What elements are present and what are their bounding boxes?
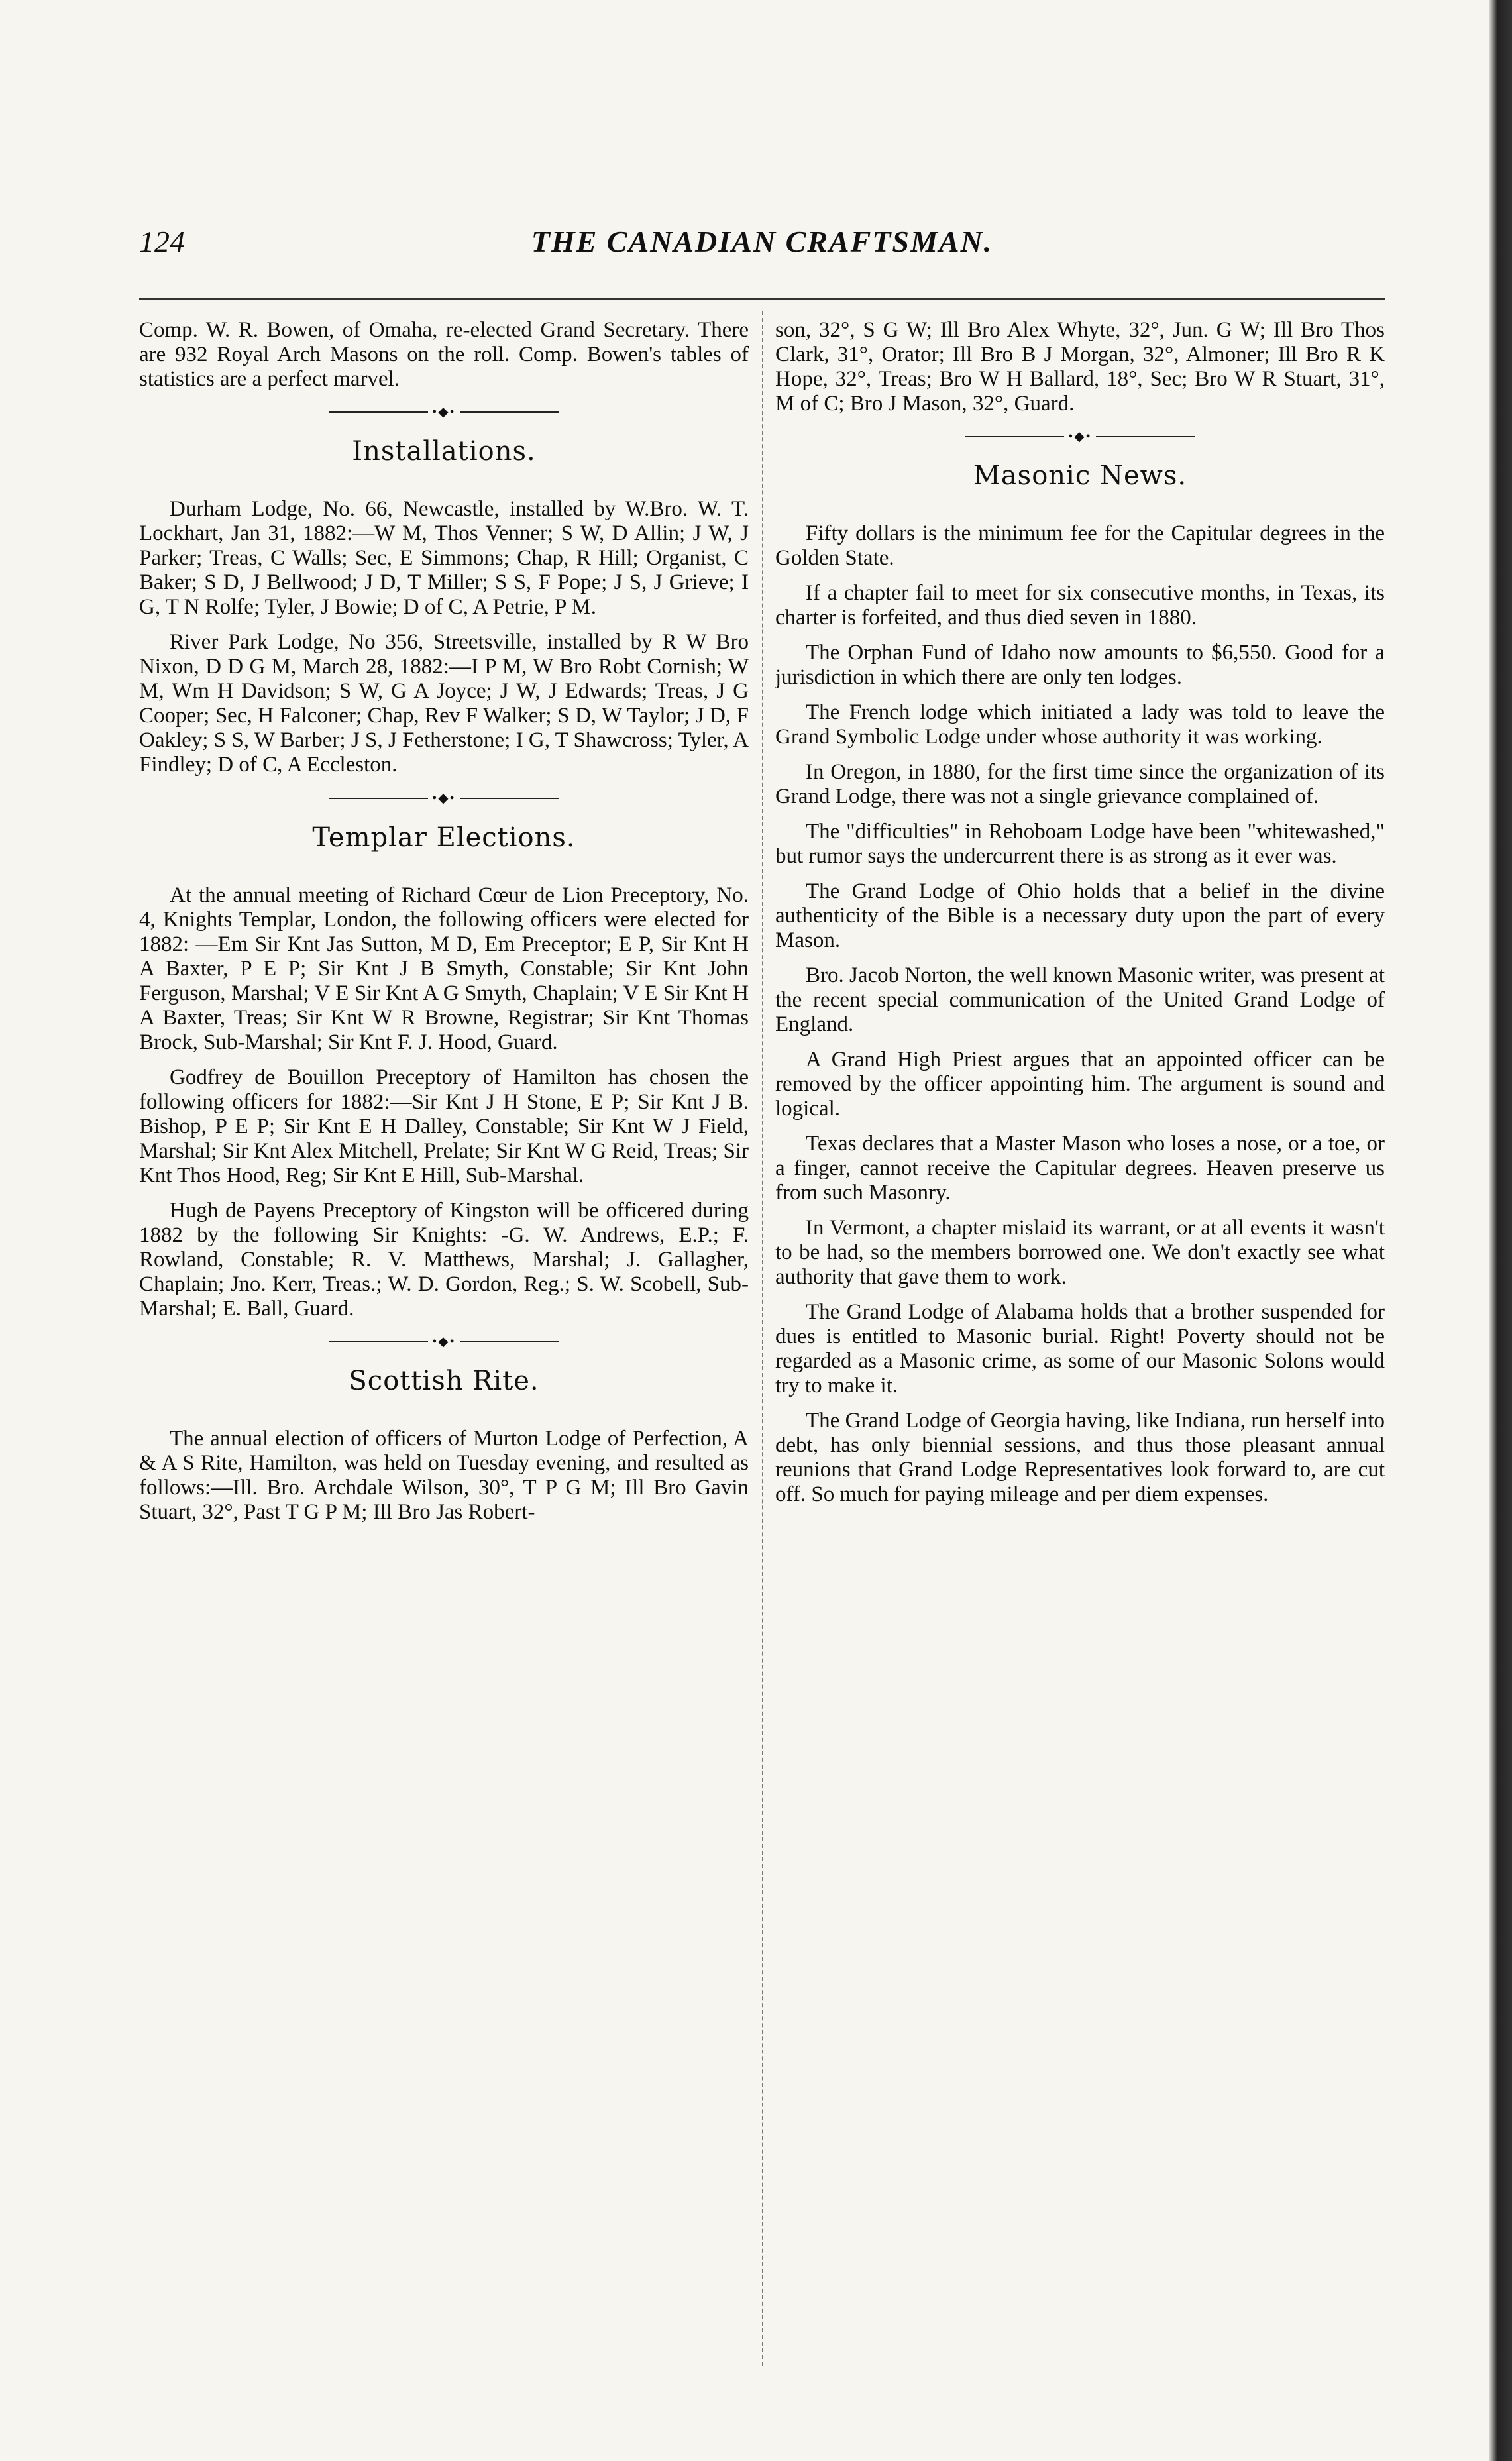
news-paragraph: The Grand Lodge of Alabama holds that a brother suspended for dues is entitled to Masonic burial. Right! Poverty should not be regarded as a Masonic crime, as some of our Masonic Solons would try to make it. [775,1300,1385,1398]
installations-paragraph: Durham Lodge, No. 66, Newcastle, installed by W.Bro. W. T. Lockhart, Jan 31, 1882:—W M, Thos Venner; S W, D Allin; J W, J Parker; Treas, C Walls; Sec, E Simmons; Chap, R Hill; Organist, C Baker; S D, J Bellwood; J D, T Miller; S S, F Pope; J S, J Grieve; I G, T N Rolfe; Tyler, J Bowie; D of C, A Petrie, P M. [139,497,749,620]
masonic-news-heading: Masonic News. [973,461,1187,492]
section-ornament: •◆• [139,788,749,807]
installations-heading: Installations. [352,436,536,467]
header-rule [139,298,1385,300]
section-ornament: •◆• [139,402,749,421]
templar-paragraph: Godfrey de Bouillon Preceptory of Hamilton has chosen the following officers for 1882:—Sir Knt J H Stone, E P; Sir Knt J B. Bishop, P E P; Sir Knt E H Dalley, Constable; Sir Knt W J Field, Marshal; Sir Knt Alex Mitchell, Prelate; Sir Knt W G Reid, Treas; Sir Knt Thos Hood, Reg; Sir Knt E Hill, Sub-Marshal. [139,1065,749,1187]
news-paragraph: The French lodge which initiated a lady was told to leave the Grand Symbolic Lodge under whose authority it was working. [775,700,1385,749]
continuation-paragraph: son, 32°, S G W; Ill Bro Alex Whyte, 32°, Jun. G W; Ill Bro Thos Clark, 31°, Orator; Ill Bro B J Morgan, 32°, Almoner; Ill Bro R K Hope, 32°, Treas; Bro W H Ballard, 18°, Sec; Bro W R Stuart, 31°, M of C; Bro J Mason, 32°, Guard. [775,318,1385,415]
page-header [139,224,1385,270]
news-paragraph: The Grand Lodge of Ohio holds that a belief in the divine authenticity of the Bible is a necessary duty upon the part of every Mason. [775,879,1385,953]
templar-heading: Templar Elections. [312,822,576,853]
templar-paragraph: At the annual meeting of Richard Cœur de Lion Preceptory, No. 4, Knights Templar, London, the following officers were elected for 1882: —Em Sir Knt Jas Sutton, M D, Em Preceptor; E P, Sir Knt H A Baxter, P E P; Sir Knt J B Smyth, Constable; Sir Knt John Ferguson, Marshal; V E Sir Knt A G Smyth, Chaplain; V E Sir Knt H A Baxter, Treas; Sir Knt W R Browne, Registrar; Sir Knt Thomas Brock, Sub-Marshal; Sir Knt F. J. Hood, Guard. [139,883,749,1054]
column-divider [762,311,763,2366]
running-title: THE CANADIAN CRAFTSMAN. [531,225,993,258]
installations-paragraph: River Park Lodge, No 356, Streetsville, installed by R W Bro Nixon, D D G M, March 28, 1882:—I P M, W Bro Robt Cornish; W M, Wm H Davidson; S W, G A Joyce; J W, J Edwards; Treas, J G Cooper; Sec, H Falconer; Chap, Rev F Walker; S D, W Taylor; J D, F Oakley; S S, W Barber; J S, J Fetherstone; I G, T Shawcross; Tyler, A Findley; D of C, A Eccleston. [139,630,749,777]
templar-paragraph: Hugh de Payens Preceptory of Kingston will be officered during 1882 by the following Sir Knights: -G. W. Andrews, E.P.; F. Rowland, Constable; R. V. Matthews, Marshal; J. Gallagher, Chaplain; Jno. Kerr, Treas.; W. D. Gordon, Reg.; S. W. Scobell, Sub-Marshal; E. Ball, Guard. [139,1198,749,1321]
right-column [775,318,1385,1517]
news-paragraph: The "difficulties" in Rehoboam Lodge have been "whitewashed," but rumor says the undercurrent there is as strong as it ever was. [775,820,1385,869]
news-paragraph: Fifty dollars is the minimum fee for the Capitular degrees in the Golden State. [775,521,1385,571]
news-paragraph: In Vermont, a chapter mislaid its warrant, or at all events it wasn't to be had, so the members borrowed one. We don't exactly see what authority that gave them to work. [775,1216,1385,1289]
news-paragraph: The Grand Lodge of Georgia having, like Indiana, run herself into debt, has only biennial sessions, and thus those pleasant annual reunions that Grand Lodge Representatives look forward to, are cut off. So much for paying mileage and per diem expenses. [775,1409,1385,1507]
news-paragraph: In Oregon, in 1880, for the first time since the organization of its Grand Lodge, there was not a single grievance complained of. [775,760,1385,809]
news-paragraph: Bro. Jacob Norton, the well known Masonic writer, was present at the recent special communication of the United Grand Lodge of England. [775,963,1385,1037]
section-ornament: •◆• [775,427,1385,446]
news-paragraph: If a chapter fail to meet for six consecutive months, in Texas, its charter is forfeited, and thus died seven in 1880. [775,581,1385,630]
scottish-paragraph: The annual election of officers of Murton Lodge of Perfection, A & A S Rite, Hamilton, was held on Tuesday evening, and resulted as follows:—Ill. Bro. Archdale Wilson, 30°, T P G M; Ill Bro Gavin Stuart, 32°, Past T G P M; Ill Bro Jas Robert- [139,1427,749,1525]
news-paragraph: A Grand High Priest argues that an appointed officer can be removed by the officer appointing him. The argument is sound and logical. [775,1048,1385,1121]
left-column [139,318,749,1535]
intro-paragraph: Comp. W. R. Bowen, of Omaha, re-elected Grand Secretary. There are 932 Royal Arch Masons on the roll. Comp. Bowen's tables of statistics are a perfect marvel. [139,318,749,391]
page-edge [1489,0,1512,2461]
news-paragraph: Texas declares that a Master Mason who loses a nose, or a toe, or a finger, cannot receive the Capitular degrees. Heaven preserve us from such Masonry. [775,1132,1385,1205]
section-ornament: •◆• [139,1332,749,1351]
news-paragraph: The Orphan Fund of Idaho now amounts to $6,550. Good for a jurisdiction in which there are only ten lodges. [775,641,1385,690]
scottish-heading: Scottish Rite. [349,1366,539,1397]
page-number: 124 [139,225,185,258]
